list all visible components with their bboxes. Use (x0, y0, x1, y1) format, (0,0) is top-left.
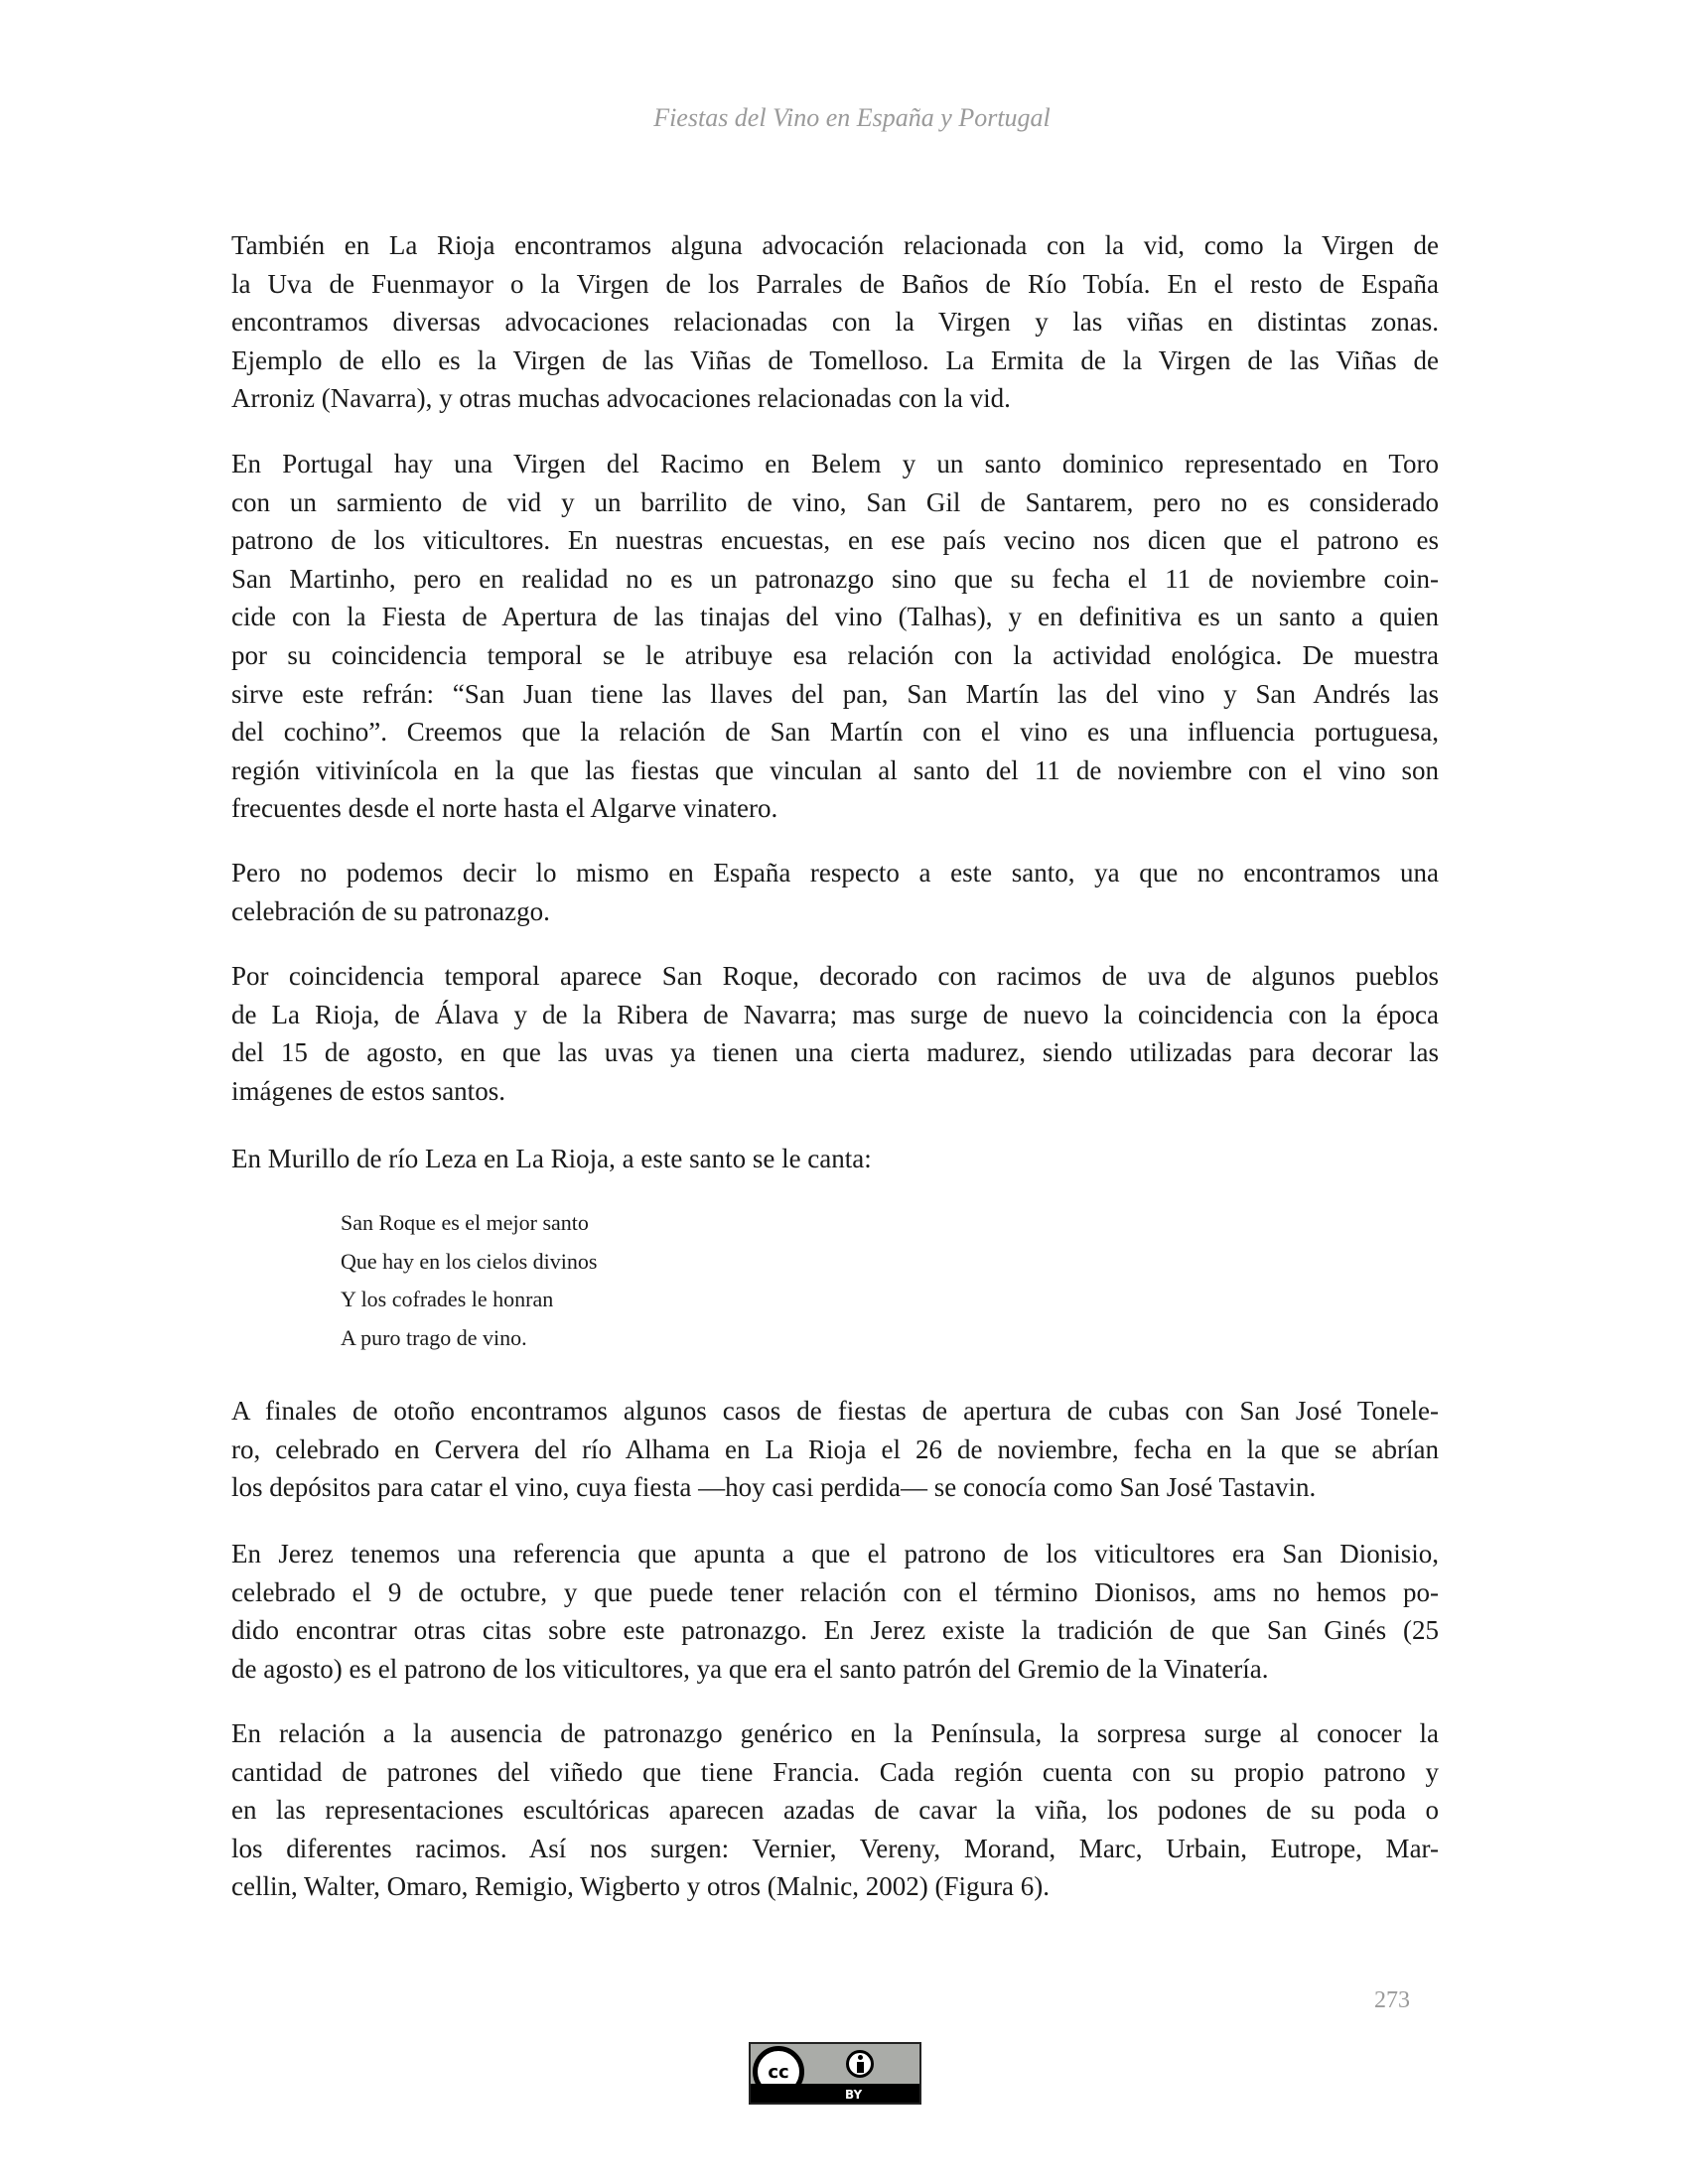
verse-line: San Roque es el mejor santo (341, 1210, 589, 1235)
paragraph (231, 854, 1439, 930)
text-line: los diferentes racimos. Así nos surgen: Vernier, Vereny, Morand, Marc, Urbain, Eutrope, Mar- (231, 1833, 1439, 1863)
page-number: 273 (1374, 1987, 1410, 2013)
text-line: región vitivinícola en la que las fiestas que vinculan al santo del 11 de noviembre con el vino son (231, 754, 1439, 785)
text-line: la Uva de Fuenmayor o la Virgen de los Parrales de Baños de Río Tobía. En el resto de España (231, 268, 1439, 299)
text-line: del 15 de agosto, en que las uvas ya tienen una cierta madurez, siendo utilizadas para decorar las (231, 1037, 1439, 1068)
text-line: celebrado el 9 de octubre, y que puede tener relación con el término Dionisos, ams no hemos po- (231, 1576, 1439, 1607)
text-line: Por coincidencia temporal aparece San Roque, decorado con racimos de uva de algunos pueblos (231, 961, 1439, 991)
paragraph (231, 226, 1439, 418)
text-line: sirve este refrán: “San Juan tiene las llaves del pan, San Martín las del vino y San Andrés las (231, 678, 1439, 709)
verse-line: Que hay en los cielos divinos (341, 1248, 598, 1274)
text-line: con un sarmiento de vid y un barrilito de vino, San Gil de Santarem, pero no es considerado (231, 486, 1439, 517)
attribution-person-icon (846, 2050, 874, 2078)
license-bar (751, 2084, 919, 2103)
text-line: En Murillo de río Leza en La Rioja, a este santo se le canta: (231, 1144, 872, 1173)
text-line: dido encontrar otras citas sobre este patronazgo. En Jerez existe la tradición de que San Ginés (25 (231, 1615, 1439, 1646)
paragraph (231, 1140, 1439, 1178)
cc-by-license-badge (749, 2042, 921, 2105)
text-line: Pero no podemos decir lo mismo en España respecto a este santo, ya que no encontramos una (231, 858, 1439, 887)
text-line: cide con la Fiesta de Apertura de las tinajas del vino (Talhas), y en definitiva es un santo a quien (231, 602, 1439, 632)
license-by-label: BY (845, 2088, 863, 2102)
text-line: En Portugal hay una Virgen del Racimo en Belem y un santo dominico representado en Toro (231, 449, 1439, 478)
text-line: de agosto) es el patrono de los viticultores, ya que era el santo patrón del Gremio de la Vinatería. (231, 1653, 1269, 1684)
text-line: encontramos diversas advocaciones relacionadas con la Virgen y las viñas en distintas zonas. (231, 307, 1439, 338)
verse-line: Y los cofrades le honran (341, 1287, 554, 1312)
text-line: en las representaciones escultóricas aparecen azadas de cavar la viña, los podones de su poda o (231, 1795, 1439, 1826)
text-line: los depósitos para catar el vino, cuya fiesta —hoy casi perdida— se conocía como San José Tastavin. (231, 1472, 1317, 1503)
text-line: Ejemplo de ello es la Virgen de las Viñas de Tomelloso. La Ermita de la Virgen de las Viñas de (231, 344, 1439, 375)
text-line: En relación a la ausencia de patronazgo genérico en la Península, la sorpresa surge al conocer la (231, 1718, 1439, 1748)
text-line: También en La Rioja encontramos alguna advocación relacionada con la vid, como la Virgen de (231, 230, 1439, 260)
text-line: imágenes de estos santos. (231, 1075, 505, 1106)
paragraph (231, 445, 1439, 828)
text-line: San Martinho, pero en realidad no es un patronazgo sino que su fecha el 11 de noviembre coin- (231, 563, 1439, 594)
running-header: Fiestas del Vino en España y Portugal (653, 103, 1051, 132)
text-line: ro, celebrado en Cervera del río Alhama en La Rioja el 26 de noviembre, fecha en la que se abrían (231, 1433, 1439, 1464)
verse-line: A puro trago de vino. (341, 1324, 527, 1350)
cc-icon: cc (753, 2046, 804, 2098)
text-line: por su coincidencia temporal se le atribuye esa relación con la actividad enológica. De muestra (231, 639, 1439, 670)
text-line: celebración de su patronazgo. (231, 895, 550, 926)
text-line: Arroniz (Navarra), y otras muchas advocaciones relacionadas con la vid. (231, 383, 1011, 414)
verse (341, 1204, 597, 1357)
paragraph (231, 1714, 1439, 1906)
text-line: cellin, Walter, Omaro, Remigio, Wigberto y otros (Malnic, 2002) (Figura 6). (231, 1871, 1050, 1902)
text-line: En Jerez tenemos una referencia que apunta a que el patrono de los viticultores era San Dionisio, (231, 1539, 1439, 1569)
paragraph (231, 1392, 1439, 1507)
text-line: del cochino”. Creemos que la relación de San Martín con el vino es una influencia portuguesa, (231, 717, 1439, 748)
text-line: frecuentes desde el norte hasta el Algarve vinatero. (231, 793, 778, 824)
paragraph (231, 957, 1439, 1110)
paragraph (231, 1535, 1439, 1688)
text-line: de La Rioja, de Álava y de la Ribera de Navarra; mas surge de nuevo la coincidencia con la época (231, 999, 1439, 1029)
text-line: patrono de los viticultores. En nuestras encuestas, en ese país vecino nos dicen que el patrono es (231, 525, 1439, 556)
text-line: A finales de otoño encontramos algunos casos de fiestas de apertura de cubas con San José Tonele- (231, 1396, 1439, 1426)
text-line: cantidad de patrones del viñedo que tiene Francia. Cada región cuenta con su propio patrono y (231, 1756, 1439, 1787)
